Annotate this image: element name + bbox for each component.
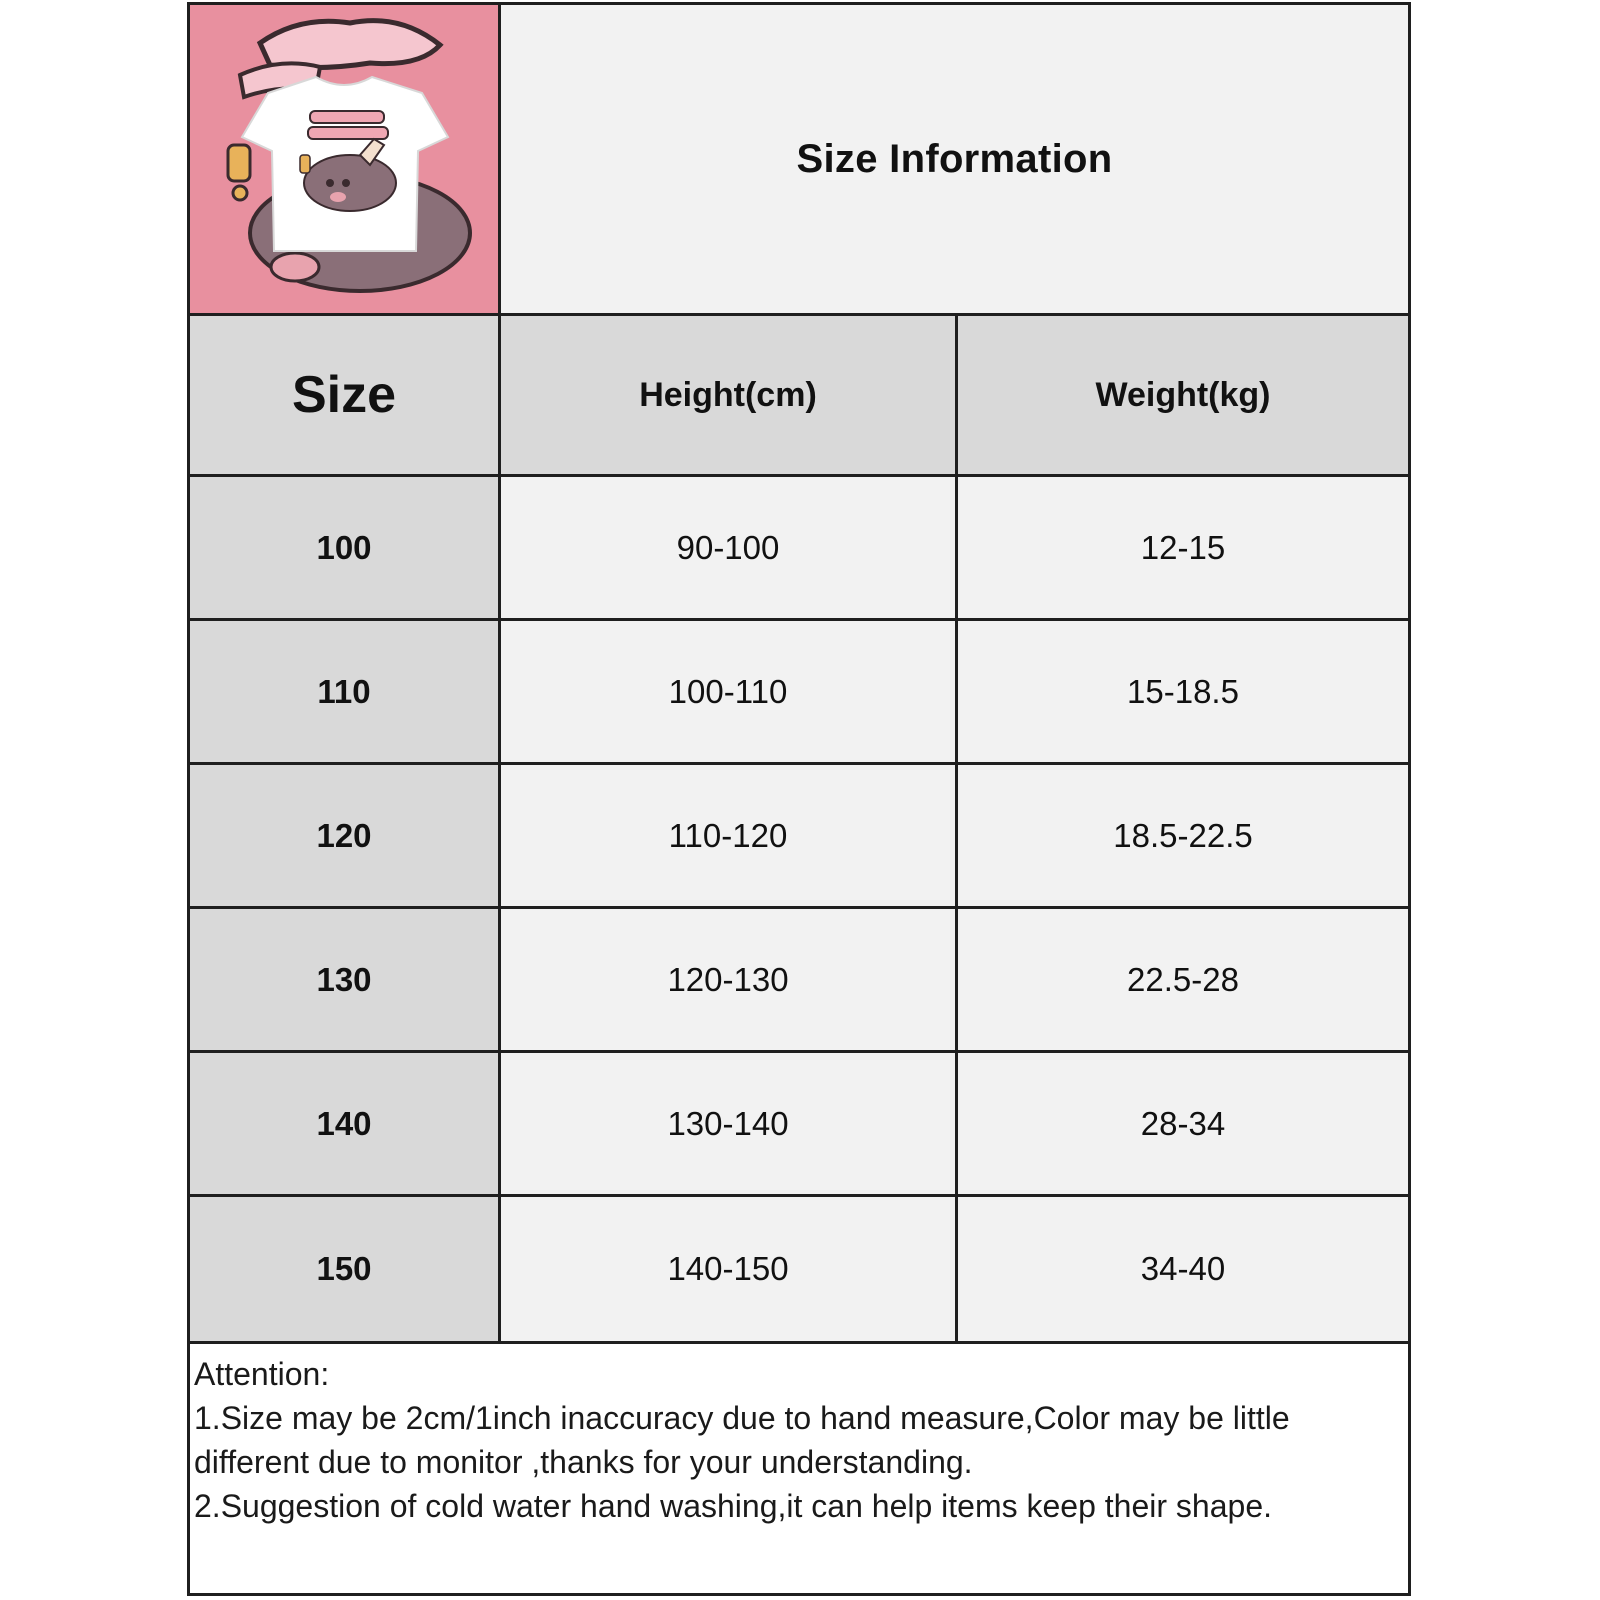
header-height-cell bbox=[501, 316, 955, 474]
table-row-weight bbox=[958, 477, 1408, 618]
height-value: 130-140 bbox=[667, 1104, 789, 1142]
size-value: 110 bbox=[317, 672, 371, 710]
notes-line-2: 2.Suggestion of cold water hand washing,it can help items keep their shape. bbox=[194, 1488, 1272, 1524]
height-value: 140-150 bbox=[667, 1250, 789, 1287]
table-row-size bbox=[190, 909, 498, 1050]
table-row-weight bbox=[958, 1053, 1408, 1194]
grid-divider bbox=[190, 762, 1408, 765]
chart-title-cell bbox=[501, 5, 1408, 313]
table-row-height bbox=[501, 909, 955, 1050]
grid-divider bbox=[190, 618, 1408, 621]
table-row-height bbox=[501, 1197, 955, 1341]
table-row-height bbox=[501, 621, 955, 762]
table-row-size bbox=[190, 1197, 498, 1341]
table-row-size bbox=[190, 477, 498, 618]
tshirt-illustration-icon bbox=[190, 5, 498, 313]
size-value: 100 bbox=[316, 528, 372, 566]
weight-value: 34-40 bbox=[1140, 1250, 1226, 1287]
attention-notes bbox=[190, 1344, 1408, 1593]
size-chart-sheet bbox=[187, 2, 1411, 1596]
table-row-weight bbox=[958, 909, 1408, 1050]
product-image bbox=[190, 5, 498, 313]
weight-value: 18.5-22.5 bbox=[1113, 816, 1253, 854]
notes-line-1: 1.Size may be 2cm/1inch inaccuracy due to hand measure,Color may be little different due to monitor ,thanks for your understanding. bbox=[194, 1400, 1290, 1480]
height-value: 100-110 bbox=[668, 672, 788, 710]
grid-divider bbox=[190, 474, 1408, 477]
weight-value: 28-34 bbox=[1140, 1104, 1226, 1142]
height-value: 110-120 bbox=[668, 816, 788, 854]
table-row-size bbox=[190, 765, 498, 906]
size-value: 150 bbox=[316, 1250, 372, 1287]
table-row-height bbox=[501, 1053, 955, 1194]
table-row-height bbox=[501, 477, 955, 618]
header-size-cell bbox=[190, 316, 498, 474]
header-height: Height(cm) bbox=[639, 375, 817, 414]
size-value: 120 bbox=[316, 816, 372, 854]
table-row-height bbox=[501, 765, 955, 906]
table-row-size bbox=[190, 621, 498, 762]
grid-divider bbox=[190, 1050, 1408, 1053]
grid-divider bbox=[498, 5, 501, 1344]
height-value: 120-130 bbox=[667, 960, 789, 998]
table-row-weight bbox=[958, 621, 1408, 762]
height-value: 90-100 bbox=[676, 528, 780, 566]
chart-title: Size Information bbox=[796, 136, 1113, 181]
header-size: Size bbox=[291, 366, 397, 424]
grid-divider bbox=[190, 313, 1408, 316]
table-row-weight bbox=[958, 1197, 1408, 1341]
grid-divider bbox=[190, 1194, 1408, 1197]
size-value: 140 bbox=[316, 1104, 372, 1142]
grid-divider bbox=[190, 906, 1408, 909]
size-value: 130 bbox=[316, 960, 372, 998]
grid-divider bbox=[955, 313, 958, 1344]
notes-heading: Attention: bbox=[194, 1356, 330, 1392]
weight-value: 22.5-28 bbox=[1127, 960, 1239, 998]
weight-value: 15-18.5 bbox=[1127, 672, 1239, 710]
header-weight-cell bbox=[958, 316, 1408, 474]
header-weight: Weight(kg) bbox=[1095, 375, 1271, 414]
weight-value: 12-15 bbox=[1140, 528, 1226, 566]
table-row-weight bbox=[958, 765, 1408, 906]
table-row-size bbox=[190, 1053, 498, 1194]
